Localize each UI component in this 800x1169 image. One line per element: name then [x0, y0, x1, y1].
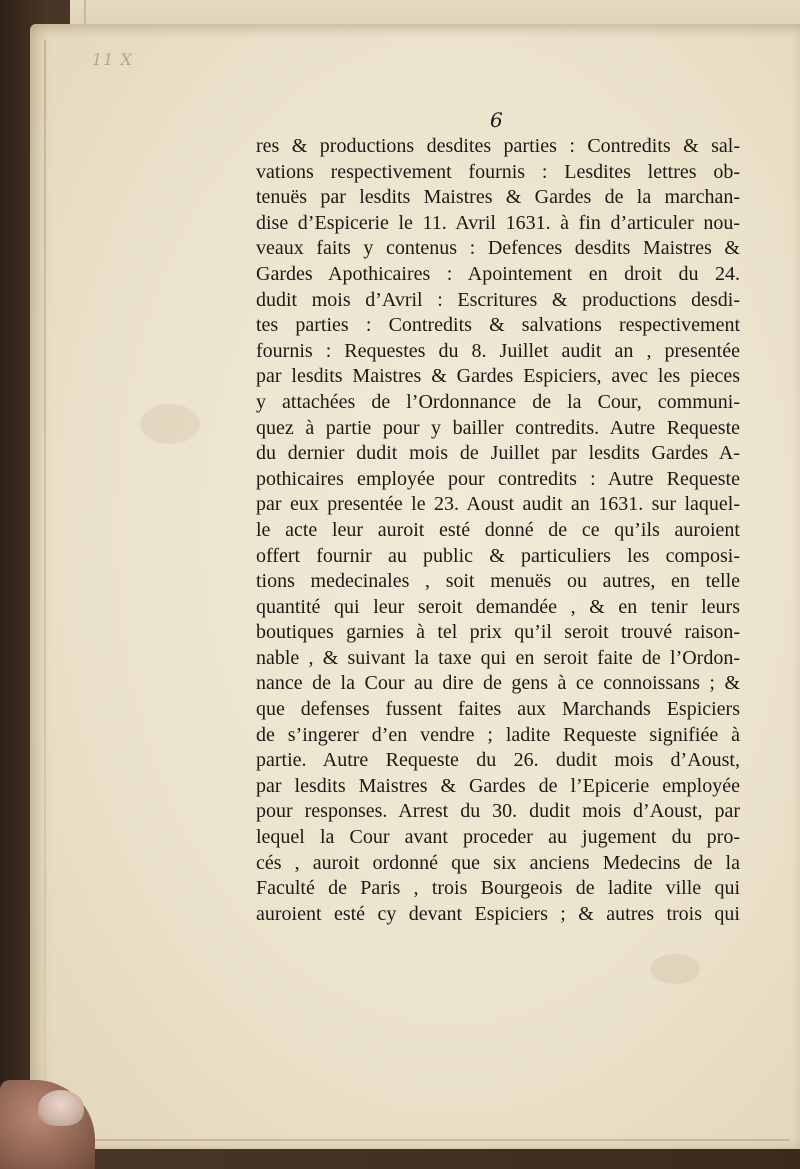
text-line: dudit mois d’Avril : Escritures & productions desdi- [256, 288, 740, 311]
paper-stain [140, 404, 200, 444]
text-line: Gardes Apothicaires : Apointement en droit du 24. [256, 262, 740, 285]
text-line: lequel la Cour avant proceder au jugement du pro- [256, 826, 740, 849]
page-bottom-edge [50, 1139, 790, 1141]
text-line: cés , auroit ordonné que six anciens Medecins de la [256, 851, 740, 874]
text-line: le acte leur auroit esté donné de ce qu’ils auroient [256, 518, 740, 541]
text-line: vations respectivement fournis : Lesdites lettres ob- [256, 160, 740, 183]
paper-stain [650, 954, 700, 984]
text-line: auroient esté cy devant Espiciers ; & autres trois qui [256, 902, 740, 925]
body-text [256, 134, 740, 927]
gutter-fold [44, 40, 46, 1130]
text-line: nance de la Cour au dire de gens à ce connoissans ; & [256, 672, 740, 695]
text-line: par lesdits Maistres & Gardes de l’Epicerie employée [256, 774, 740, 797]
text-line: pothicaires employée pour contredits : Autre Requeste [256, 467, 740, 490]
text-line: de s’ingerer d’en vendre ; ladite Requeste signifiée à [256, 723, 740, 746]
text-line: dise d’Espicerie le 11. Avril 1631. à fin d’articuler nou- [256, 211, 740, 234]
text-line: tenuës par lesdits Maistres & Gardes de la marchan- [256, 186, 740, 209]
text-line: tes parties : Contredits & salvations respectivement [256, 314, 740, 337]
text-line: par lesdits Maistres & Gardes Espiciers, avec les pieces [256, 365, 740, 388]
pencil-annotation: 11 X [92, 50, 133, 69]
text-line: offert fournir au public & particuliers les composi- [256, 544, 740, 567]
text-line: quez à partie pour y bailler contredits. Autre Requeste [256, 416, 740, 439]
text-line: veaux faits y contenus : Defences desdits Maistres & [256, 237, 740, 260]
text-line: tions medecinales , soit menuës ou autres, en telle [256, 570, 740, 593]
text-line: res & productions desdites parties : Contredits & sal- [256, 135, 740, 157]
text-line: par eux presentée le 23. Aoust audit an 1631. sur laquel- [256, 493, 740, 516]
text-line: partie. Autre Requeste du 26. dudit mois d’Aoust, [256, 749, 740, 772]
text-line: du dernier dudit mois de Juillet par lesdits Gardes A- [256, 442, 740, 465]
text-line: quantité qui leur seroit demandée , & en tenir leurs [256, 595, 740, 618]
thumbnail [38, 1090, 84, 1126]
page-number: 6 [490, 108, 503, 132]
text-line: pour responses. Arrest du 30. dudit mois d’Aoust, par [256, 800, 740, 823]
text-line: nable , & suivant la taxe qui en seroit faite de l’Ordon- [256, 646, 740, 669]
text-line: Faculté de Paris , trois Bourgeois de ladite ville qui [256, 877, 740, 900]
text-line: fournis : Requestes du 8. Juillet audit an , presentée [256, 339, 740, 362]
text-line: y attachées de l’Ordonnance de la Cour, communi- [256, 390, 740, 413]
text-line: que defenses fussent faites aux Marchands Espiciers [256, 698, 740, 721]
text-line: boutiques garnies à tel prix qu’il seroit trouvé raison- [256, 621, 740, 644]
